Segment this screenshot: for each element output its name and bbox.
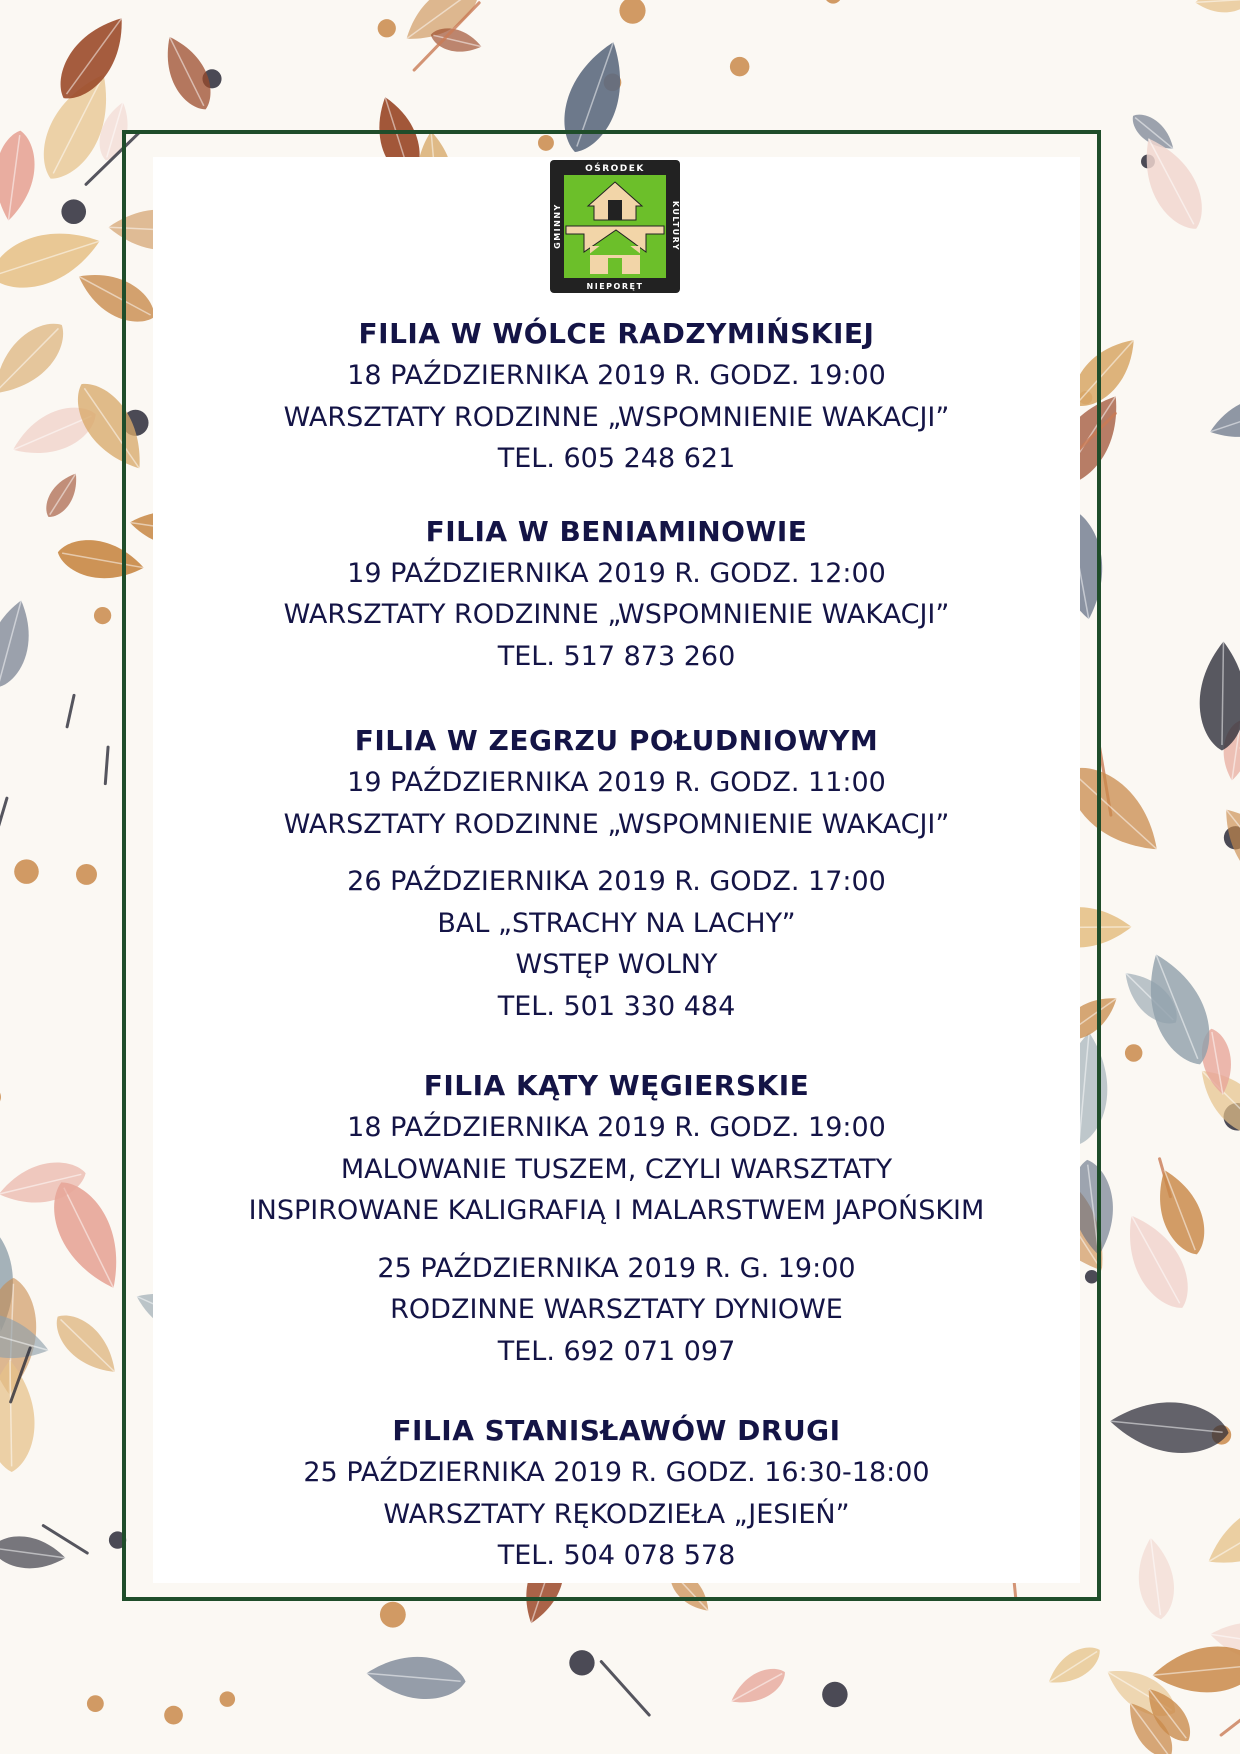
event-date: 18 PAŹDZIERNIKA 2019 R. GODZ. 19:00 xyxy=(347,1112,886,1143)
berry-dot xyxy=(94,607,111,624)
section-filia-katy-wegierskie xyxy=(153,1065,1080,1372)
event-block xyxy=(153,1107,1080,1232)
logo-left-text: GMINNY xyxy=(553,203,562,249)
event-phone: TEL. 517 873 260 xyxy=(497,640,736,672)
leaf-shape xyxy=(1205,389,1240,448)
event-block xyxy=(153,762,1080,845)
section-heading: FILIA W BENIAMINOWIE xyxy=(425,514,808,548)
berry-dot xyxy=(164,1706,183,1725)
event-title-continued: INSPIROWANE KALIGRAFIĄ I MALARSTWEM JAPOŃSKIM xyxy=(248,1195,985,1226)
event-title: MALOWANIE TUSZEM, CZYLI WARSZTATY xyxy=(340,1153,893,1185)
section-filia-zegrze-poludniowe xyxy=(153,720,1080,1027)
berry-dot xyxy=(825,0,842,4)
event-date: 25 PAŹDZIERNIKA 2019 R. GODZ. 16:30-18:00 xyxy=(303,1457,930,1488)
leaf-shape xyxy=(1197,1489,1240,1581)
event-date: 19 PAŹDZIERNIKA 2019 R. GODZ. 11:00 xyxy=(347,767,886,798)
leaf-shape xyxy=(1209,796,1240,903)
berry-dot xyxy=(569,1650,594,1675)
section-heading: FILIA KĄTY WĘGIERSKIE xyxy=(423,1069,810,1102)
event-title: WARSZTATY RODZINNE „WSPOMNIENIE WAKACJI” xyxy=(283,401,950,433)
event-title: RODZINNE WARSZTATY DYNIOWE xyxy=(390,1294,843,1325)
event-title: WARSZTATY RĘKODZIEŁA „JESIEŃ” xyxy=(383,1498,850,1530)
event-phone: TEL. 504 078 578 xyxy=(497,1540,736,1571)
berry-dot xyxy=(730,57,750,77)
branch-stem xyxy=(67,695,74,726)
event-date: 25 PAŹDZIERNIKA 2019 R. G. 19:00 xyxy=(377,1252,856,1284)
logo-bottom-text: NIEPORĘT xyxy=(586,282,644,291)
section-heading: FILIA STANISŁAWÓW DRUGI xyxy=(392,1414,841,1447)
event-block xyxy=(153,1248,1080,1373)
event-date: 26 PAŹDZIERNIKA 2019 R. GODZ. 17:00 xyxy=(347,866,886,897)
berry-dot xyxy=(61,199,86,224)
event-block xyxy=(153,861,1080,1027)
leaf-shape xyxy=(0,311,76,408)
branch-stem xyxy=(601,1662,649,1715)
berry-dot xyxy=(87,1695,104,1712)
leaf-shape xyxy=(0,128,39,223)
event-title: WARSZTATY RODZINNE „WSPOMNIENIE WAKACJI” xyxy=(283,599,950,630)
event-title: BAL „STRACHY NA LACHY” xyxy=(437,907,796,939)
leaf-shape xyxy=(0,596,39,693)
gok-nieporet-logo xyxy=(550,160,680,293)
logo-right-text: KULTURY xyxy=(671,200,680,252)
section-filia-beniaminowo xyxy=(153,511,1080,678)
berry-dot xyxy=(380,1602,406,1628)
event-note: WSTĘP WOLNY xyxy=(515,949,718,980)
berry-dot xyxy=(378,19,396,37)
branch-stem xyxy=(105,747,108,784)
section-filia-stanislawow-drugi xyxy=(153,1410,1080,1577)
event-block xyxy=(153,1452,1080,1577)
section-filia-wolka-radzyminska xyxy=(153,313,1080,480)
berry-dot xyxy=(220,1691,236,1707)
leaf-shape xyxy=(0,1360,35,1473)
berry-dot xyxy=(76,864,97,885)
leaf-shape xyxy=(1235,1,1240,93)
berry-dot xyxy=(1125,1044,1143,1062)
branch-stem xyxy=(0,798,7,854)
berry-dot xyxy=(822,1682,847,1707)
branch-stem xyxy=(1221,1704,1240,1735)
event-date: 19 PAŹDZIERNIKA 2019 R. GODZ. 12:00 xyxy=(347,557,886,589)
section-heading: FILIA W WÓLCE RADZYMIŃSKIEJ xyxy=(358,317,875,350)
event-block xyxy=(153,355,1080,480)
logo-top-text: OŚRODEK xyxy=(585,164,645,174)
leaf-shape xyxy=(1199,641,1240,751)
berry-dot xyxy=(619,0,645,24)
event-phone: TEL. 501 330 484 xyxy=(497,990,736,1022)
event-date: 18 PAŹDZIERNIKA 2019 R. GODZ. 19:00 xyxy=(347,360,886,391)
event-title: WARSZTATY RODZINNE „WSPOMNIENIE WAKACJI” xyxy=(283,808,950,840)
event-phone: TEL. 692 071 097 xyxy=(497,1335,736,1367)
section-heading: FILIA W ZEGRZU POŁUDNIOWYM xyxy=(354,724,879,757)
berry-dot xyxy=(0,1087,1,1107)
event-block xyxy=(153,553,1080,678)
event-phone: TEL. 605 248 621 xyxy=(497,443,736,474)
berry-dot xyxy=(14,859,39,884)
program-list xyxy=(153,313,1080,1577)
